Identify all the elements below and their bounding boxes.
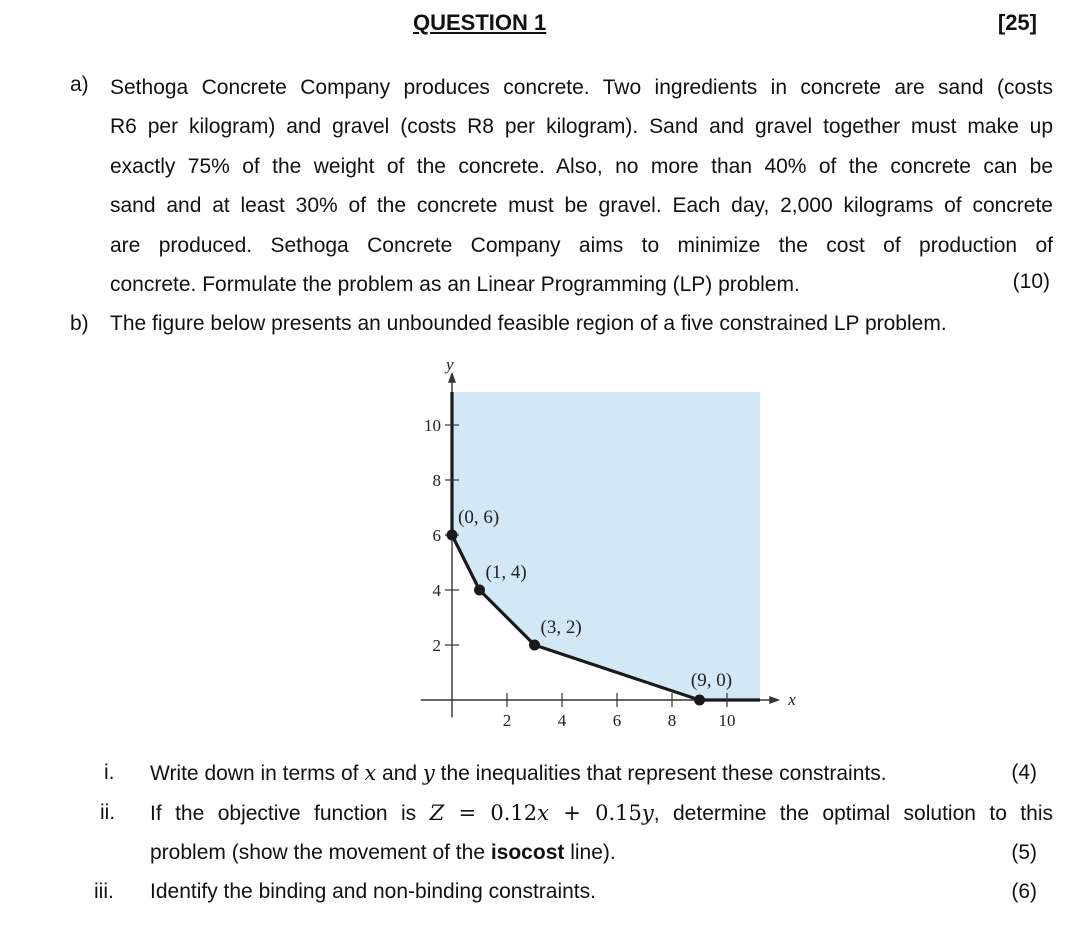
part-a-line: are produced. Sethoga Concrete Company aims to minimize the cost of production of — [110, 233, 1053, 257]
corner-point — [447, 530, 458, 541]
subq-iii-label: iii. — [94, 880, 114, 903]
y-tick-label: 8 — [432, 471, 441, 490]
y-tick-label: 10 — [424, 416, 441, 435]
part-b-text: The figure below presents an unbounded feasible region of a five constrained LP problem. — [110, 312, 947, 335]
corner-point-label: (1, 4) — [485, 562, 527, 583]
feasible-region — [452, 392, 760, 700]
x-tick-label: 6 — [612, 711, 622, 730]
subq-ii-marks: (5) — [1011, 841, 1037, 864]
part-a-label: a) — [70, 73, 89, 96]
subq-ii-text-part: problem (show the movement of the — [150, 841, 491, 864]
y-tick-label: 4 — [432, 581, 441, 600]
formula-coef-y: 0.15 — [595, 801, 642, 825]
subq-ii-text-part: line). — [564, 841, 616, 864]
question-title: QUESTION 1 — [413, 10, 547, 35]
isocost-bold: isocost — [490, 841, 565, 864]
x-tick-label: 10 — [718, 711, 736, 730]
corner-point-label: (3, 2) — [540, 617, 582, 638]
subq-i-text-part: Write down in terms of — [150, 762, 365, 785]
corner-point — [694, 695, 705, 706]
formula-coef-x: 0.12 — [490, 801, 538, 825]
corner-point-label: (9, 0) — [690, 670, 733, 691]
formula-var-x: x — [537, 801, 549, 825]
part-a-marks: (10) — [1012, 270, 1050, 293]
corner-point — [474, 585, 485, 596]
part-a-line: exactly 75% of the weight of the concrete. Also, no more than 40% of the concrete can be — [110, 154, 1053, 178]
var-y: y — [422, 761, 435, 785]
corner-point-label: (0, 6) — [458, 507, 500, 528]
subq-iii-text: Identify the binding and non-binding constraints. — [150, 880, 596, 903]
part-a-line: Sethoga Concrete Company produces concrete. Two ingredients in concrete are sand (costs — [110, 76, 1053, 99]
feasible-region-chart — [400, 350, 800, 735]
subq-i-text — [150, 761, 887, 786]
corner-point — [529, 640, 540, 651]
part-a-line: concrete. Formulate the problem as an Linear Programming (LP) problem. — [110, 273, 800, 297]
formula-plus: + — [548, 801, 596, 825]
subq-iii-marks: (6) — [1011, 880, 1037, 903]
x-tick-label: 4 — [557, 711, 567, 730]
x-tick-label: 8 — [667, 711, 677, 730]
var-x: x — [364, 761, 377, 785]
subq-i-label: i. — [104, 761, 115, 784]
part-a-line: sand and at least 30% of the concrete must be gravel. Each day, 2,000 kilograms of concrete — [110, 194, 1053, 218]
y-tick-label: 2 — [432, 636, 441, 655]
subq-ii-line1 — [150, 801, 1053, 826]
formula-z: Z — [429, 801, 445, 825]
x-axis-arrow — [769, 696, 780, 704]
formula-var-y: y — [641, 801, 654, 825]
x-tick-label: 2 — [502, 711, 512, 730]
subq-ii-line2 — [150, 841, 616, 865]
subq-i-text-part: the inequalities that represent these constraints. — [434, 762, 887, 785]
formula-equals: = — [444, 801, 491, 825]
subq-i-text-part: and — [376, 762, 423, 785]
y-tick-label: 6 — [432, 526, 441, 545]
y-axis-label: y — [446, 354, 454, 374]
subq-ii-text-part: If the objective function is — [150, 802, 430, 825]
part-a-line: R6 per kilogram) and gravel (costs R8 per kilogram). Sand and gravel together must make up — [110, 115, 1053, 139]
part-b-label: b) — [70, 312, 89, 335]
part-a-paragraph — [110, 68, 1053, 304]
total-marks: [25] — [997, 10, 1037, 35]
x-axis-label: x — [788, 690, 796, 709]
subq-ii-text-part: , determine the optimal solution to this — [653, 802, 1053, 825]
subq-i-marks: (4) — [1011, 761, 1037, 784]
subq-ii-label: ii. — [100, 801, 116, 824]
